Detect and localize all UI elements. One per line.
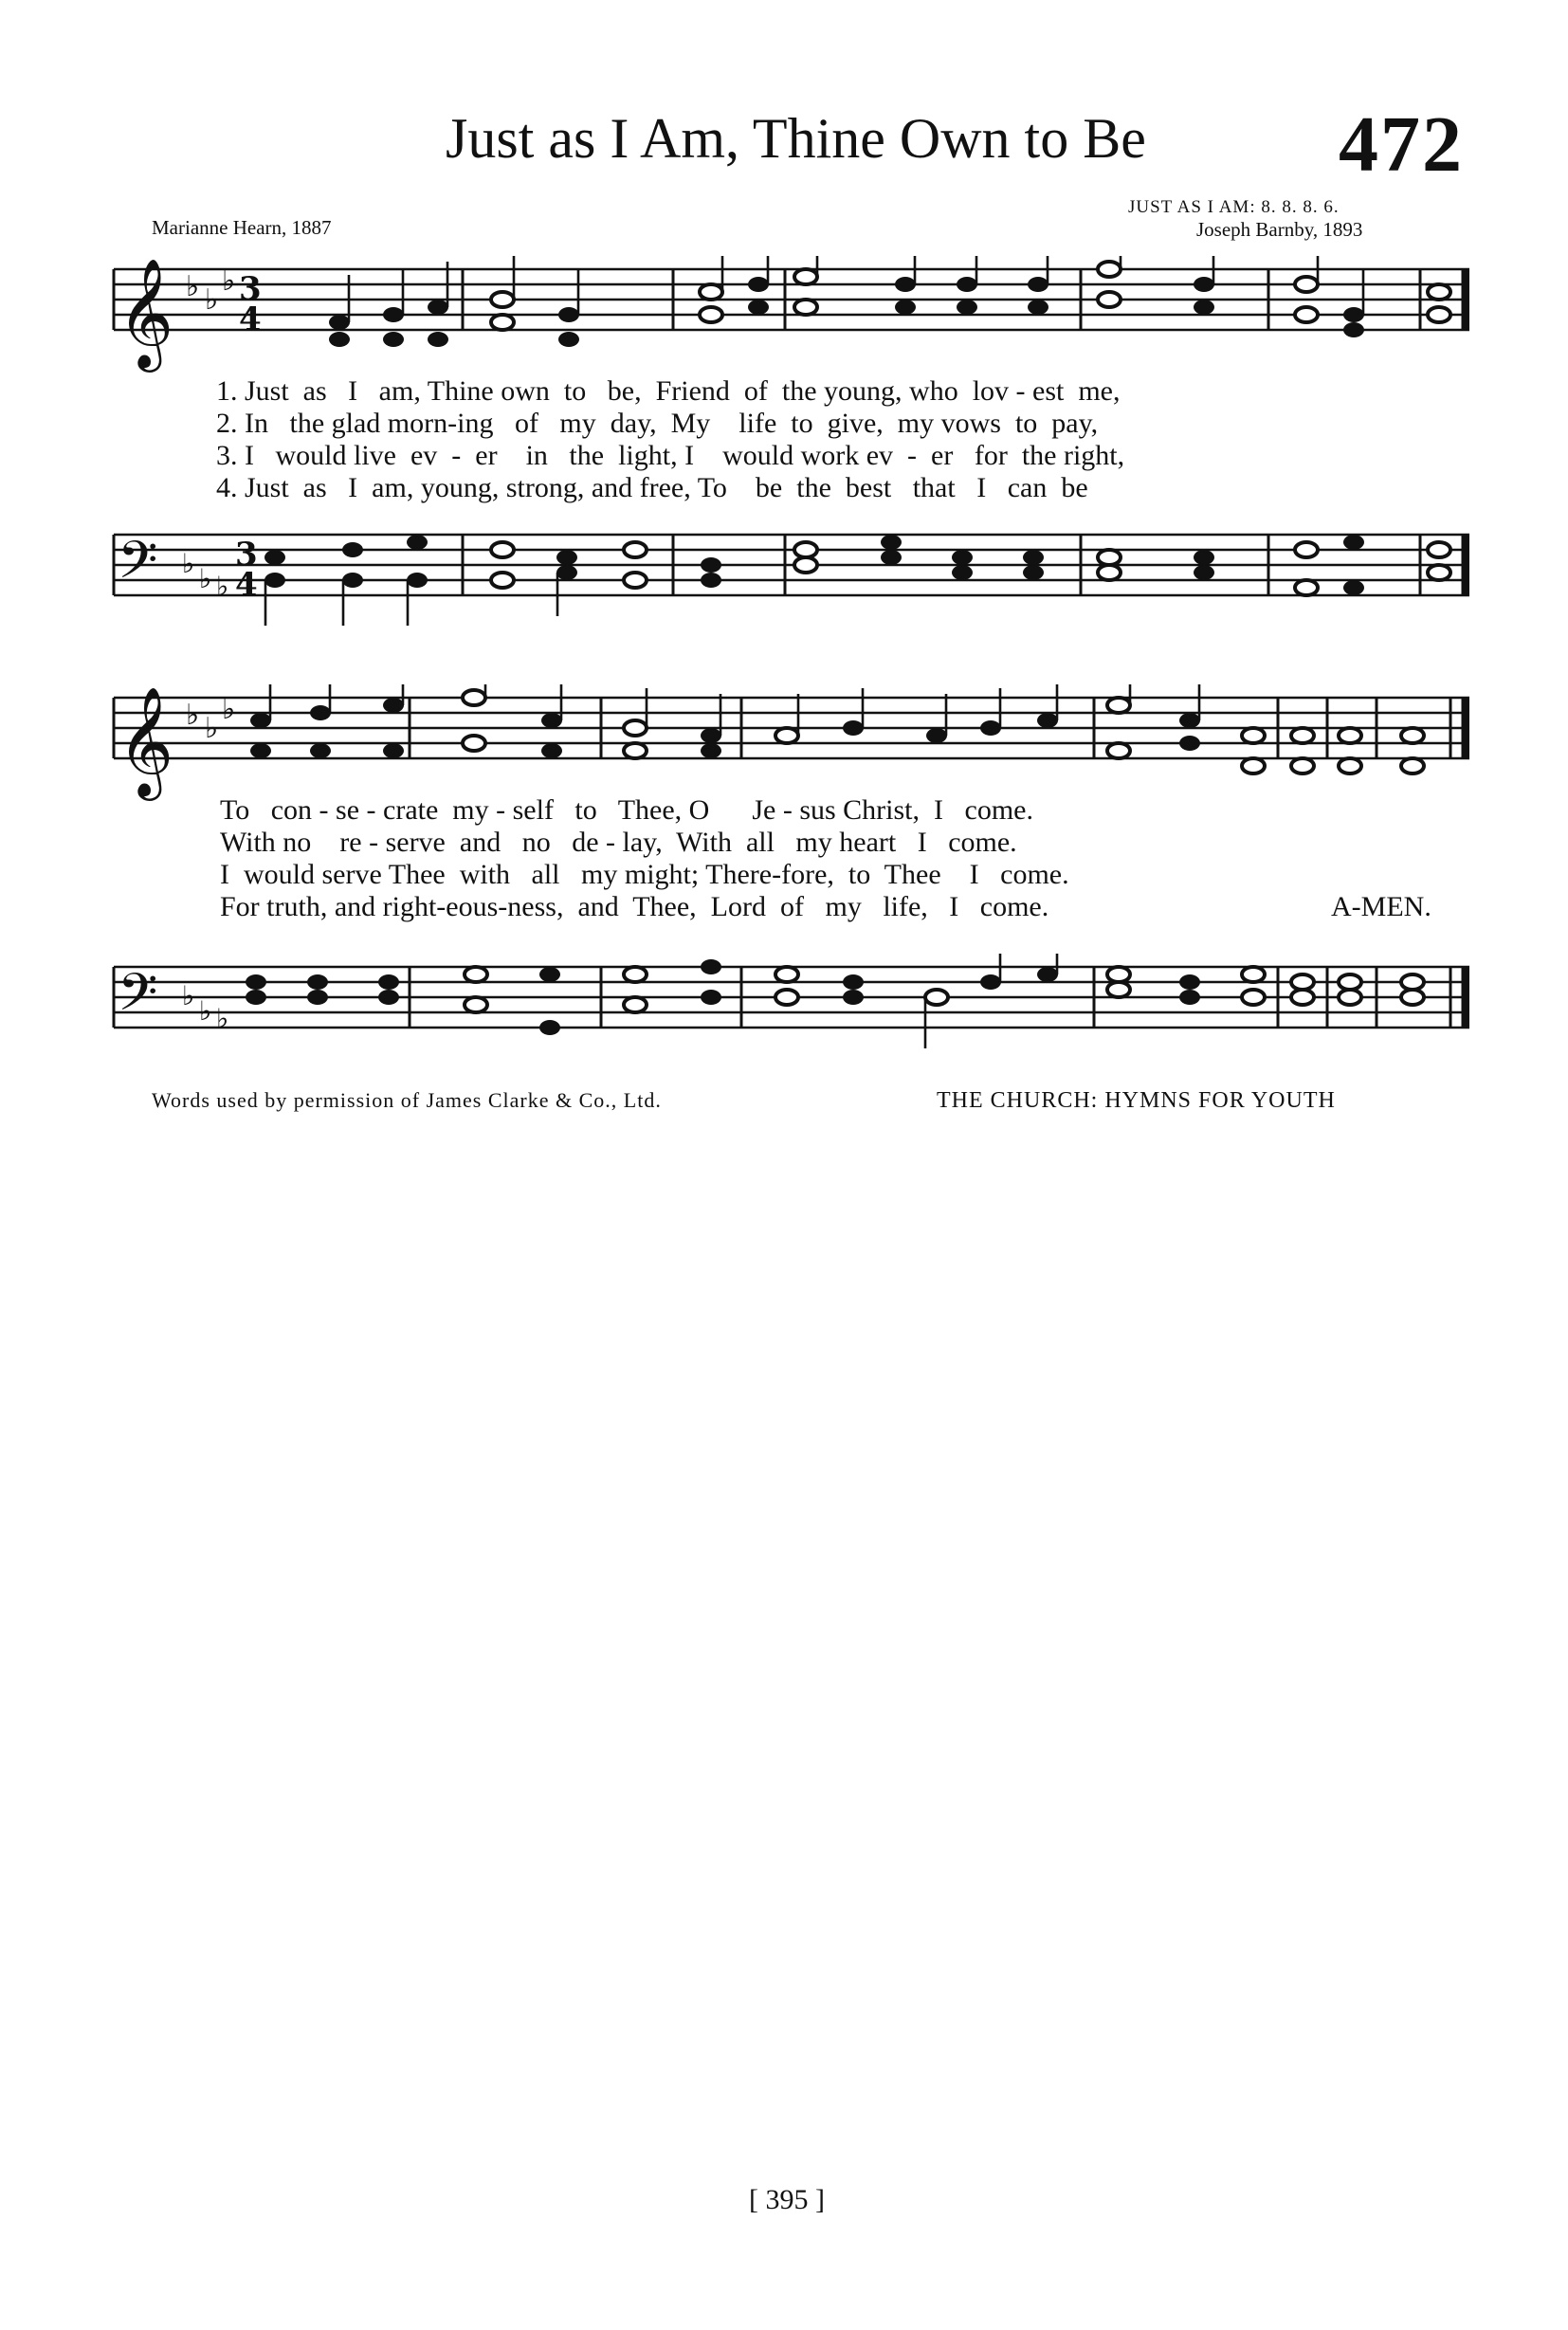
permission-note: Words used by permission of James Clarke & Co., Ltd. xyxy=(152,1088,662,1112)
time-signature-top: 3 xyxy=(239,270,262,308)
system1-verse-1: 1. Just as I am, Thine own to be, Friend of the young, who lov - est me, xyxy=(216,375,1121,407)
key-flat-icon: ♭ xyxy=(182,548,195,579)
system2-verse-1: To con - se - crate my - self to Thee, O Je - sus Christ, I come. xyxy=(220,794,1033,826)
treble-clef-icon: 𝄞 xyxy=(118,257,174,368)
key-flat-icon: ♭ xyxy=(186,270,200,303)
system1-treble-staff xyxy=(104,256,1469,389)
key-flat-icon: ♭ xyxy=(199,995,212,1027)
author-credit: Marianne Hearn, 1887 xyxy=(152,216,332,239)
system2-verse-2: With no re - serve and no de - lay, With all my heart I come. xyxy=(220,827,1017,858)
bass-clef-icon: 𝄢 xyxy=(118,962,158,1035)
system1-verse-3: 3. I would live ev - er in the light, I would work ev - er for the right, xyxy=(216,440,1125,471)
key-flat-icon: ♭ xyxy=(182,980,195,1011)
hymn-number: 472 xyxy=(1339,100,1464,189)
time-signature-bottom: 4 xyxy=(239,300,262,338)
system2-verse-3: I would serve Thee with all my might; There-fore, to Thee I come. xyxy=(220,859,1069,890)
key-flat-icon: ♭ xyxy=(205,712,219,745)
key-flat-icon: ♭ xyxy=(222,264,236,298)
bass-clef-icon: 𝄢 xyxy=(118,530,158,603)
page-number: [ 395 ] xyxy=(749,2184,825,2215)
key-flat-icon: ♭ xyxy=(216,571,229,602)
system2-verse-4: For truth, and right-eous-ness, and Thee, Lord of my life, I come. xyxy=(220,891,1049,922)
key-flat-icon: ♭ xyxy=(216,1003,229,1034)
tune-meter: JUST AS I AM: 8. 8. 8. 6. xyxy=(1128,197,1340,217)
composer-credit: Joseph Barnby, 1893 xyxy=(1196,218,1363,241)
time-signature-top: 3 xyxy=(235,536,258,573)
key-flat-icon: ♭ xyxy=(199,563,212,594)
system1-verse-4: 4. Just as I am, young, strong, and free, To be the best that I can be xyxy=(216,472,1088,503)
key-flat-icon: ♭ xyxy=(205,283,219,317)
system1-verse-2: 2. In the glad morn-ing of my day, My life to give, my vows to pay, xyxy=(216,408,1099,439)
time-signature-bottom: 4 xyxy=(235,566,258,604)
treble-clef-icon: 𝄞 xyxy=(118,685,174,796)
source-title: THE CHURCH: HYMNS FOR YOUTH xyxy=(937,1088,1336,1113)
system2-bass-staff xyxy=(104,954,1469,1067)
system1-bass-staff xyxy=(104,521,1469,635)
key-flat-icon: ♭ xyxy=(222,693,236,726)
amen: A-MEN. xyxy=(1331,891,1431,922)
hymn-title: Just as I Am, Thine Own to Be xyxy=(446,107,1146,170)
key-flat-icon: ♭ xyxy=(186,699,200,732)
